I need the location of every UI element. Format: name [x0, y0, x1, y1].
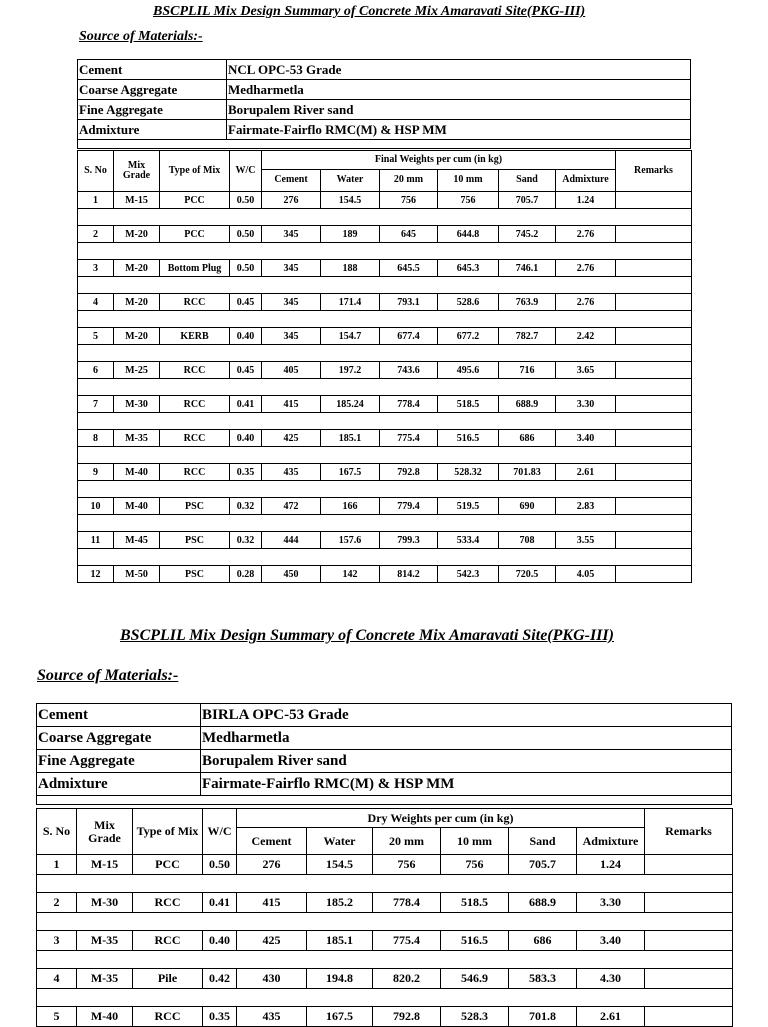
cell-wc: 0.50	[203, 855, 237, 875]
cell-sno: 3	[78, 260, 114, 277]
cell-type: RCC	[160, 362, 230, 379]
cell-sand: 701.83	[499, 464, 556, 481]
materials-table-1	[77, 59, 691, 149]
cell-sno: 5	[78, 328, 114, 345]
col-wc-header: W/C	[230, 151, 262, 192]
table-row	[78, 328, 692, 345]
cell-wc: 0.40	[203, 931, 237, 951]
weights-group-header: Final Weights per cum (in kg)	[262, 151, 616, 170]
cell-20mm: 645	[380, 226, 438, 243]
col-remarks-header: Remarks	[616, 151, 692, 192]
cell-remarks	[616, 430, 692, 447]
cell-type: Bottom Plug	[160, 260, 230, 277]
cell-water: 185.24	[321, 396, 380, 413]
cell-type: RCC	[160, 396, 230, 413]
col-cement-header: Cement	[237, 828, 307, 855]
materials-separator	[37, 796, 732, 805]
cell-type: Pile	[133, 969, 203, 989]
cell-remarks	[645, 855, 733, 875]
cell-water: 167.5	[307, 1007, 373, 1027]
cell-cement: 435	[237, 1007, 307, 1027]
col-10mm-header: 10 mm	[438, 170, 499, 192]
cell-admixture: 2.76	[556, 226, 616, 243]
table-row	[78, 498, 692, 515]
cell-wc: 0.45	[230, 294, 262, 311]
cell-grade: M-40	[114, 498, 160, 515]
cell-20mm: 792.8	[373, 1007, 441, 1027]
cell-admixture: 3.40	[577, 931, 645, 951]
spacer-row	[78, 481, 692, 498]
cell-wc: 0.32	[230, 532, 262, 549]
page-title-2: BSCPLIL Mix Design Summary of Concrete Mix Amaravati Site(PKG-III)	[120, 627, 614, 644]
cell-grade: M-35	[77, 969, 133, 989]
cell-20mm: 645.5	[380, 260, 438, 277]
cell-20mm: 814.2	[380, 566, 438, 583]
cell-remarks	[616, 566, 692, 583]
cell-10mm: 518.5	[438, 396, 499, 413]
cell-admixture: 4.30	[577, 969, 645, 989]
materials-table-2	[36, 703, 732, 805]
cell-sno: 3	[37, 931, 77, 951]
cell-remarks	[616, 396, 692, 413]
cell-wc: 0.35	[230, 464, 262, 481]
cell-cement: 345	[262, 260, 321, 277]
cell-10mm: 677.2	[438, 328, 499, 345]
spacer-row	[78, 413, 692, 430]
cell-sand: 705.7	[499, 192, 556, 209]
cell-water: 189	[321, 226, 380, 243]
cell-type: RCC	[133, 893, 203, 913]
col-sno-header: S. No	[78, 151, 114, 192]
cell-cement: 425	[262, 430, 321, 447]
table-row	[78, 566, 692, 583]
cell-20mm: 756	[373, 855, 441, 875]
material-value: Borupalem River sand	[201, 750, 732, 773]
cell-type: RCC	[133, 931, 203, 951]
col-cement-header: Cement	[262, 170, 321, 192]
cell-wc: 0.41	[203, 893, 237, 913]
cell-cement: 276	[262, 192, 321, 209]
cell-grade: M-40	[114, 464, 160, 481]
spacer-row	[78, 515, 692, 532]
cell-grade: M-25	[114, 362, 160, 379]
cell-type: PCC	[133, 855, 203, 875]
cell-admixture: 3.30	[556, 396, 616, 413]
cell-wc: 0.32	[230, 498, 262, 515]
cell-grade: M-30	[77, 893, 133, 913]
material-value: Medharmetla	[227, 80, 691, 100]
table-row	[78, 294, 692, 311]
cell-admixture: 2.61	[556, 464, 616, 481]
cell-cement: 425	[237, 931, 307, 951]
cell-admixture: 2.42	[556, 328, 616, 345]
spacer-row	[78, 447, 692, 464]
cell-admixture: 1.24	[556, 192, 616, 209]
cell-10mm: 528.3	[441, 1007, 509, 1027]
col-admixture-header: Admixture	[556, 170, 616, 192]
cell-10mm: 519.5	[438, 498, 499, 515]
material-row	[37, 750, 732, 773]
cell-sand: 705.7	[509, 855, 577, 875]
col-sand-header: Sand	[509, 828, 577, 855]
table-row	[78, 260, 692, 277]
cell-type: PSC	[160, 498, 230, 515]
cell-10mm: 644.8	[438, 226, 499, 243]
material-label: Admixture	[78, 120, 227, 140]
cell-cement: 435	[262, 464, 321, 481]
cell-grade: M-20	[114, 328, 160, 345]
cell-grade: M-45	[114, 532, 160, 549]
cell-sand: 745.2	[499, 226, 556, 243]
cell-20mm: 756	[380, 192, 438, 209]
cell-sno: 10	[78, 498, 114, 515]
cell-admixture: 3.30	[577, 893, 645, 913]
cell-grade: M-35	[77, 931, 133, 951]
cell-10mm: 516.5	[438, 430, 499, 447]
cell-sand: 701.8	[509, 1007, 577, 1027]
cell-20mm: 775.4	[373, 931, 441, 951]
material-row	[37, 773, 732, 796]
spacer-row	[78, 277, 692, 294]
cell-sno: 5	[37, 1007, 77, 1027]
table-row	[78, 430, 692, 447]
cell-sand: 688.9	[499, 396, 556, 413]
cell-wc: 0.50	[230, 226, 262, 243]
cell-10mm: 528.6	[438, 294, 499, 311]
material-label: Fine Aggregate	[37, 750, 201, 773]
material-label: Coarse Aggregate	[37, 727, 201, 750]
cell-sand: 686	[499, 430, 556, 447]
material-row	[78, 60, 691, 80]
materials-separator	[78, 140, 691, 149]
cell-cement: 345	[262, 328, 321, 345]
cell-water: 154.7	[321, 328, 380, 345]
cell-remarks	[616, 498, 692, 515]
cell-grade: M-30	[114, 396, 160, 413]
cell-type: PSC	[160, 532, 230, 549]
mix-design-table-1	[77, 150, 692, 583]
cell-water: 194.8	[307, 969, 373, 989]
table-row	[78, 464, 692, 481]
cell-water: 171.4	[321, 294, 380, 311]
cell-sand: 690	[499, 498, 556, 515]
cell-water: 166	[321, 498, 380, 515]
material-row	[37, 727, 732, 750]
cell-admixture: 2.83	[556, 498, 616, 515]
cell-wc: 0.28	[230, 566, 262, 583]
cell-10mm: 533.4	[438, 532, 499, 549]
cell-admixture: 3.55	[556, 532, 616, 549]
cell-cement: 450	[262, 566, 321, 583]
cell-type: RCC	[160, 430, 230, 447]
cell-type: PSC	[160, 566, 230, 583]
spacer-row	[78, 549, 692, 566]
col-remarks-header: Remarks	[645, 809, 733, 855]
cell-type: RCC	[133, 1007, 203, 1027]
material-value: NCL OPC-53 Grade	[227, 60, 691, 80]
cell-water: 185.1	[321, 430, 380, 447]
cell-remarks	[616, 226, 692, 243]
table-row	[37, 893, 733, 913]
cell-sno: 6	[78, 362, 114, 379]
material-label: Cement	[78, 60, 227, 80]
cell-sno: 4	[37, 969, 77, 989]
table-row	[78, 532, 692, 549]
cell-sand: 583.3	[509, 969, 577, 989]
cell-sno: 7	[78, 396, 114, 413]
cell-grade: M-50	[114, 566, 160, 583]
material-value: Medharmetla	[201, 727, 732, 750]
cell-20mm: 820.2	[373, 969, 441, 989]
cell-water: 197.2	[321, 362, 380, 379]
material-label: Coarse Aggregate	[78, 80, 227, 100]
cell-sand: 708	[499, 532, 556, 549]
cell-20mm: 779.4	[380, 498, 438, 515]
spacer-row	[37, 913, 733, 931]
cell-water: 142	[321, 566, 380, 583]
cell-sno: 1	[78, 192, 114, 209]
cell-cement: 415	[262, 396, 321, 413]
cell-remarks	[616, 192, 692, 209]
source-heading-1: Source of Materials:-	[79, 29, 203, 44]
cell-20mm: 677.4	[380, 328, 438, 345]
material-value: Fairmate-Fairflo RMC(M) & HSP MM	[201, 773, 732, 796]
cell-wc: 0.50	[230, 260, 262, 277]
cell-water: 185.2	[307, 893, 373, 913]
cell-cement: 415	[237, 893, 307, 913]
page-title-1: BSCPLIL Mix Design Summary of Concrete Mix Amaravati Site(PKG-III)	[153, 4, 586, 19]
cell-20mm: 778.4	[373, 893, 441, 913]
table-row	[37, 931, 733, 951]
cell-10mm: 495.6	[438, 362, 499, 379]
cell-cement: 430	[237, 969, 307, 989]
cell-wc: 0.50	[230, 192, 262, 209]
material-row	[37, 704, 732, 727]
cell-20mm: 743.6	[380, 362, 438, 379]
cell-grade: M-15	[114, 192, 160, 209]
cell-10mm: 756	[438, 192, 499, 209]
cell-type: PCC	[160, 192, 230, 209]
cell-cement: 405	[262, 362, 321, 379]
col-wc-header: W/C	[203, 809, 237, 855]
cell-sno: 1	[37, 855, 77, 875]
cell-admixture: 3.40	[556, 430, 616, 447]
cell-grade: M-20	[114, 226, 160, 243]
cell-type: RCC	[160, 464, 230, 481]
cell-type: PCC	[160, 226, 230, 243]
cell-10mm: 645.3	[438, 260, 499, 277]
cell-sand: 720.5	[499, 566, 556, 583]
cell-10mm: 542.3	[438, 566, 499, 583]
cell-wc: 0.40	[230, 430, 262, 447]
cell-sno: 12	[78, 566, 114, 583]
cell-sand: 686	[509, 931, 577, 951]
cell-remarks	[645, 893, 733, 913]
spacer-row	[78, 345, 692, 362]
cell-grade: M-20	[114, 260, 160, 277]
cell-remarks	[645, 969, 733, 989]
col-type-header: Type of Mix	[160, 151, 230, 192]
cell-sand: 763.9	[499, 294, 556, 311]
cell-remarks	[616, 294, 692, 311]
spacer-row	[78, 243, 692, 260]
col-type-header: Type of Mix	[133, 809, 203, 855]
col-20mm-header: 20 mm	[373, 828, 441, 855]
mix-design-table-2	[36, 808, 733, 1027]
cell-sno: 8	[78, 430, 114, 447]
cell-remarks	[616, 362, 692, 379]
weights-group-header: Dry Weights per cum (in kg)	[237, 809, 645, 828]
cell-admixture: 4.05	[556, 566, 616, 583]
col-water-header: Water	[321, 170, 380, 192]
cell-remarks	[616, 328, 692, 345]
cell-cement: 444	[262, 532, 321, 549]
table-row	[78, 362, 692, 379]
cell-admixture: 3.65	[556, 362, 616, 379]
cell-sno: 4	[78, 294, 114, 311]
cell-type: KERB	[160, 328, 230, 345]
col-admixture-header: Admixture	[577, 828, 645, 855]
cell-sno: 9	[78, 464, 114, 481]
cell-20mm: 792.8	[380, 464, 438, 481]
col-grade-header: Mix Grade	[114, 151, 160, 192]
col-sno-header: S. No	[37, 809, 77, 855]
material-label: Admixture	[37, 773, 201, 796]
cell-admixture: 2.76	[556, 294, 616, 311]
material-value: BIRLA OPC-53 Grade	[201, 704, 732, 727]
cell-cement: 345	[262, 294, 321, 311]
cell-type: RCC	[160, 294, 230, 311]
col-10mm-header: 10 mm	[441, 828, 509, 855]
table-row	[37, 969, 733, 989]
cell-sand: 688.9	[509, 893, 577, 913]
cell-water: 157.6	[321, 532, 380, 549]
material-row	[78, 80, 691, 100]
table-row	[78, 192, 692, 209]
cell-wc: 0.40	[230, 328, 262, 345]
spacer-row	[78, 209, 692, 226]
table-row	[78, 226, 692, 243]
cell-remarks	[616, 532, 692, 549]
material-value: Fairmate-Fairflo RMC(M) & HSP MM	[227, 120, 691, 140]
cell-wc: 0.42	[203, 969, 237, 989]
material-row	[78, 100, 691, 120]
cell-remarks	[645, 931, 733, 951]
cell-20mm: 775.4	[380, 430, 438, 447]
source-heading-2: Source of Materials:-	[37, 667, 179, 684]
cell-wc: 0.45	[230, 362, 262, 379]
cell-wc: 0.41	[230, 396, 262, 413]
spacer-row	[78, 311, 692, 328]
cell-10mm: 756	[441, 855, 509, 875]
material-label: Fine Aggregate	[78, 100, 227, 120]
spacer-row	[37, 989, 733, 1007]
material-row	[78, 120, 691, 140]
material-value: Borupalem River sand	[227, 100, 691, 120]
cell-water: 185.1	[307, 931, 373, 951]
cell-cement: 276	[237, 855, 307, 875]
cell-grade: M-20	[114, 294, 160, 311]
cell-wc: 0.35	[203, 1007, 237, 1027]
cell-10mm: 528.32	[438, 464, 499, 481]
table-row	[37, 855, 733, 875]
cell-cement: 472	[262, 498, 321, 515]
spacer-row	[37, 875, 733, 893]
cell-sno: 2	[78, 226, 114, 243]
cell-10mm: 516.5	[441, 931, 509, 951]
cell-grade: M-40	[77, 1007, 133, 1027]
table-row	[78, 396, 692, 413]
cell-admixture: 2.76	[556, 260, 616, 277]
material-label: Cement	[37, 704, 201, 727]
cell-sand: 782.7	[499, 328, 556, 345]
col-sand-header: Sand	[499, 170, 556, 192]
cell-water: 154.5	[307, 855, 373, 875]
cell-remarks	[616, 464, 692, 481]
cell-water: 154.5	[321, 192, 380, 209]
cell-water: 188	[321, 260, 380, 277]
cell-10mm: 546.9	[441, 969, 509, 989]
col-water-header: Water	[307, 828, 373, 855]
cell-20mm: 793.1	[380, 294, 438, 311]
col-20mm-header: 20 mm	[380, 170, 438, 192]
cell-admixture: 1.24	[577, 855, 645, 875]
spacer-row	[78, 379, 692, 396]
cell-20mm: 778.4	[380, 396, 438, 413]
cell-grade: M-35	[114, 430, 160, 447]
cell-sno: 11	[78, 532, 114, 549]
cell-remarks	[616, 260, 692, 277]
cell-cement: 345	[262, 226, 321, 243]
cell-admixture: 2.61	[577, 1007, 645, 1027]
col-grade-header: Mix Grade	[77, 809, 133, 855]
cell-sno: 2	[37, 893, 77, 913]
cell-grade: M-15	[77, 855, 133, 875]
spacer-row	[37, 951, 733, 969]
cell-20mm: 799.3	[380, 532, 438, 549]
cell-10mm: 518.5	[441, 893, 509, 913]
cell-sand: 716	[499, 362, 556, 379]
cell-sand: 746.1	[499, 260, 556, 277]
cell-water: 167.5	[321, 464, 380, 481]
